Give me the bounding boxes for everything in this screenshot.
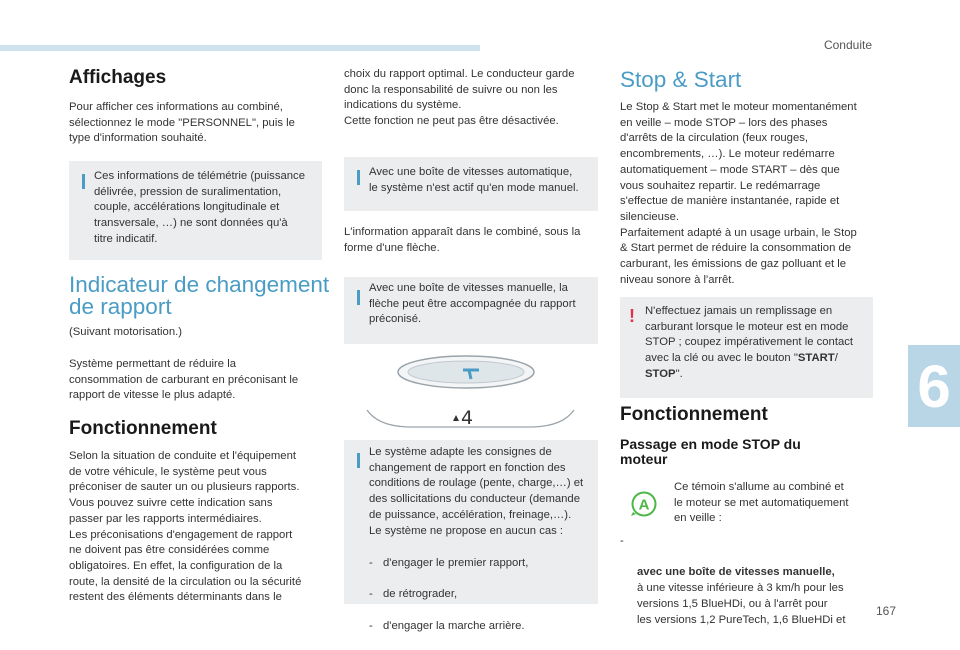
gear-indicator-illustration	[363, 350, 578, 432]
note-marker	[357, 170, 360, 185]
heading-fonctionnement-1: Fonctionnement	[69, 418, 217, 439]
icon-letter: A	[638, 496, 650, 514]
para-fleche: L'information apparaît dans le combiné, sous la forme d'une flèche.	[344, 226, 581, 254]
para-fonctionnement: Selon la situation de conduite et l'équipement de votre véhicule, le système peut vous préconiser de sauter un ou plusieurs rapports. Vous pouvez suivre cette indication sans passer par les rapports intermédiaires. Les préconisations d'engagement de rapport ne doivent pas être considérées comme obligatoires. En effet, la configuration de la route, la densité de la circulation ou la sécurité restent des éléments déterminants dans le	[69, 450, 302, 604]
note-adapte-list	[369, 540, 594, 650]
para-systeme: Système permettant de réduire la consommation de carburant en préconisant le rapport de vitesse le plus adapté.	[69, 358, 299, 402]
display-screen	[408, 361, 524, 383]
recommended-gear: 4	[461, 407, 474, 429]
note-manuelle-text: Avec une boîte de vitesses manuelle, la flèche peut être accompagnée du rapport préconisé.	[369, 282, 576, 326]
stop-start-a-icon	[630, 490, 658, 518]
note-automatique-text: Avec une boîte de vitesses automatique, le système n'est actif qu'en mode manuel.	[369, 166, 579, 194]
heading-passage-stop: Passage en mode STOP du moteur	[620, 436, 801, 467]
heading-affichages: Affichages	[69, 67, 167, 88]
section-title: Conduite	[823, 38, 872, 52]
note-manuelle	[344, 277, 598, 344]
para-stopstart: Le Stop & Start met le moteur momentanément en veille – mode STOP – lors des phases d'arrêts de la circulation (feux rouges, encombrements, …). Le moteur redémarre automatiquement – mode START – dès que vous souhaitez repartir. Le redémarrage s'effectue de manière instantanée, rapide et silencieuse. Parfaitement adapté à un usage urbain, le Stop & Start permet de réduire la consommation de carburant, les émissions de gaz polluant et le niveau sonore à l'arrêt.	[620, 101, 857, 286]
note-marker	[357, 453, 360, 468]
list-item-text: à une vitesse inférieure à 3 km/h pour les versions 1,5 BlueHDi, ou à l'arrêt pour les versions 1,2 PureTech, 1,6 BlueHDi et	[637, 582, 846, 626]
para-suivant: (Suivant motorisation.)	[69, 326, 183, 338]
note-automatique	[344, 157, 598, 211]
list-item: - d'engager la marche arrière.	[369, 619, 594, 635]
para-affichages: Pour afficher ces informations au combiné, sélectionnez le mode "PERSONNEL", puis le type d'information souhaité.	[69, 101, 295, 145]
para-temoin: Ce témoin s'allume au combiné et le moteur se met automatiquement en veille :	[674, 481, 849, 525]
note-telemetrie-text: Ces informations de télémétrie (puissance délivrée, pression de suralimentation, couple, accélérations longitudinale et transversale, …) ne sont données qu'à titre indicatif.	[94, 170, 305, 245]
shift-arrow-stem	[469, 370, 471, 379]
warning-text-part: /	[834, 352, 838, 365]
note-adapte-text: Le système adapte les consignes de changement de rapport en fonction des conditions de roulage (pente, charge,…) et des sollicitations du conducteur (demande de puissance, accélération, freinage,…). Le système ne propose en aucun cas :	[369, 446, 584, 537]
warning-text-part: N'effectuez jamais un remplissage en carburant lorsque le moteur est en mode STOP ; coupez impérativement le contact avec la clé ou avec le bouton "	[645, 305, 854, 365]
page-number: 167	[875, 604, 896, 618]
list-item: - d'engager le premier rapport,	[369, 556, 594, 572]
chapter-tab	[908, 345, 960, 427]
note-marker	[82, 174, 85, 189]
warning-bold-start: START	[797, 352, 835, 365]
para-choix: choix du rapport optimal. Le conducteur garde donc la responsabilité de suivre ou non les indications du système. Cette fonction ne peut pas être désactivée.	[344, 68, 575, 128]
chapter-number: 6	[917, 352, 951, 420]
top-accent-bar	[0, 45, 480, 51]
heading-indicateur: Indicateur de changement de rapport	[69, 272, 330, 319]
warning-text	[645, 304, 871, 383]
warning-carburant	[620, 297, 873, 398]
heading-fonctionnement-2: Fonctionnement	[620, 404, 768, 425]
note-marker	[357, 290, 360, 305]
list-item-bold: avec une boîte de vitesses manuelle,	[637, 566, 835, 579]
note-adapte	[344, 440, 598, 632]
up-arrow-icon	[453, 415, 459, 421]
note-telemetrie	[69, 161, 322, 260]
list-item: - de rétrograder,	[369, 587, 594, 603]
warning-text-part: ".	[675, 367, 683, 380]
list-item-manuelle: - avec une boîte de vitesses manuelle, à une vitesse inférieure à 3 km/h pour les versions 1,5 BlueHDi, ou à l'arrêt pour les versions 1,2 PureTech, 1,6 BlueHDi et	[620, 535, 846, 626]
warning-bold-stop: STOP	[645, 367, 676, 380]
warning-icon: !	[629, 306, 635, 326]
heading-stopstart: Stop & Start	[620, 67, 742, 92]
